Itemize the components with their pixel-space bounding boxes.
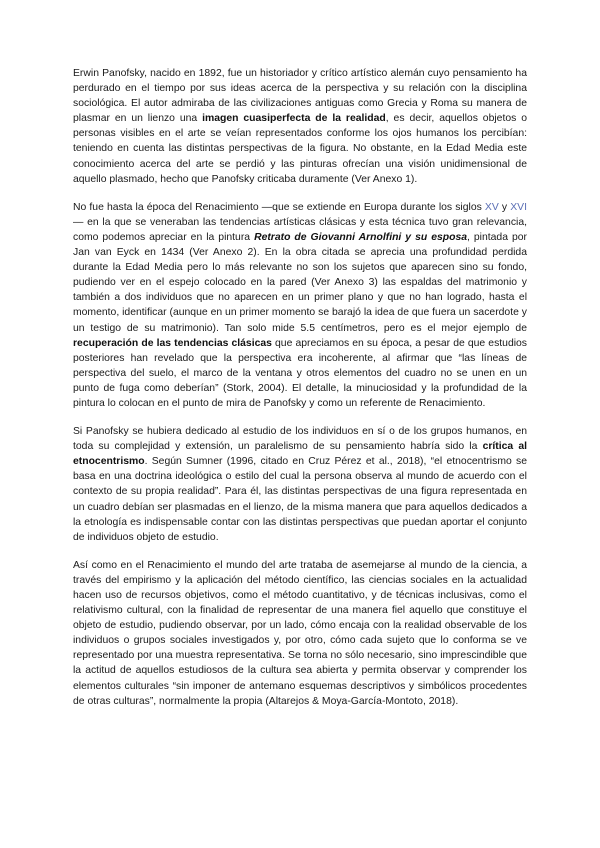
document-page bbox=[73, 66, 527, 722]
body-text: — en la que se veneraban las tendencias artísticas clásicas y esta técnica tuvo gran relevancia, como podemos apreciar en la pintura bbox=[73, 216, 527, 243]
body-text: No fue hasta la época del Renacimiento —que se extiende en Europa durante los siglos bbox=[73, 201, 485, 213]
body-text: . Según Sumner (1996, citado en Cruz Pérez et al., 2018), “el etnocentrismo se basa en una doctrina ideológica o estilo del cual la persona observa al mundo de acuerdo con el contexto de su propia realidad”. Para él, las distintas perspectivas de una figura representada en un cuadro debían ser plasmadas en el lienzo, de la misma manera que para aquellos dedicados a la etnología es indispensable contar con las distintas perspectivas que puedan aportar el conjunto de individuos objeto de estudio. bbox=[73, 456, 527, 543]
paragraph-1 bbox=[73, 66, 527, 187]
body-text: que apreciamos en su época, a pesar de que estudios posteriores han revelado que la perspectiva era incoherente, al afirmar que “las líneas de perspectiva del suelo, el marco de la ventana y otros elementos del cuadro no se unen en un punto de fuga como deberían” (Stork, 2004). El detalle, la minuciosidad y la profundidad de la pintura lo colocan en el punto de mira de Panofsky y como un referente de Renacimiento. bbox=[73, 337, 527, 409]
paragraph-2 bbox=[73, 200, 527, 411]
emphasis-text: XVI bbox=[510, 201, 527, 213]
emphasis-text: XV bbox=[484, 201, 499, 213]
paragraph-3 bbox=[73, 424, 527, 545]
paragraph-4 bbox=[73, 558, 527, 709]
body-text: Si Panofsky se hubiera dedicado al estudio de los individuos en sí o de los grupos humanos, en toda su complejidad y extensión, un paralelismo de su pensamiento habría sido la bbox=[73, 426, 527, 453]
body-text: , pintada por Jan van Eyck en 1434 (Ver Anexo 2). En la obra citada se aprecia una profundidad perdida durante la Edad Media pero lo más relevante no son los sujetos que aparecen sino su fondo, pudiendo ver en el espejo colocado en la pared (Ver Anexo 3) las espaldas del matrimonio y también a dos individuos que no aparecen en un primer plano y que no han logrado, hasta el momento, identificar (aunque en un primer momento se barajó la idea de que fuera un sacerdote y un testigo de su matrimonio). Tan solo mide 5.5 centímetros, pero es el mejor ejemplo de bbox=[73, 231, 527, 334]
emphasis-text: recuperación de las tendencias clásicas bbox=[73, 337, 272, 349]
emphasis-text: Retrato de Giovanni Arnolfini y su esposa bbox=[254, 231, 468, 243]
emphasis-text: imagen cuasiperfecta de la realidad bbox=[202, 113, 386, 125]
body-text: y bbox=[498, 201, 511, 213]
emphasis-text: crítica al etnocentrismo bbox=[73, 441, 527, 468]
body-text: Así como en el Renacimiento el mundo del arte trataba de asemejarse al mundo de la ciencia, a través del empirismo y la aplicación del método científico, las ciencias sociales en la actualidad hacen uso de recursos objetivos, como el método cuantitativo, y de técnicas inclusivas, como el relativismo cultural, con la finalidad de representar de una manera fiel aquello que constituye el objeto de estudio, pudiendo observar, por un lado, cómo encaja con la realidad observable de los individuos o grupos sociales investigados y, por otro, cómo cada sujeto que lo conforma se ve representado por una muestra representativa. Se torna no sólo necesario, sino imprescindible que la actitud de aquellos estudiosos de la cultura sea abierta y permita observar y comprender los elementos culturales “sin imponer de antemano esquemas descriptivos y simbólicos procedentes de otras culturas”, normalmente la propia (Altarejos & Moya-García-Montoto, 2018). bbox=[73, 559, 527, 707]
body-text: Erwin Panofsky, nacido en 1892, fue un historiador y crítico artístico alemán cuyo pensamiento ha perdurado en el tiempo por sus ideas acerca de la perspectiva y su relación con la disciplina sociológica. El autor admiraba de las civilizaciones antiguas como Grecia y Roma su manera de plasmar en un lienzo una bbox=[73, 68, 527, 125]
body-text: , es decir, aquellos objetos o personas visibles en el arte se veían representados conforme los ojos humanos los percibían: teniendo en cuenta las distintas perspectivas de la figura. No obstante, en la Edad Media este conocimiento acerca del arte se perdió y las pinturas ofrecían una visión unidimensional de aquello plasmado, hecho que Panofsky criticaba duramente (Ver Anexo 1). bbox=[73, 113, 527, 185]
